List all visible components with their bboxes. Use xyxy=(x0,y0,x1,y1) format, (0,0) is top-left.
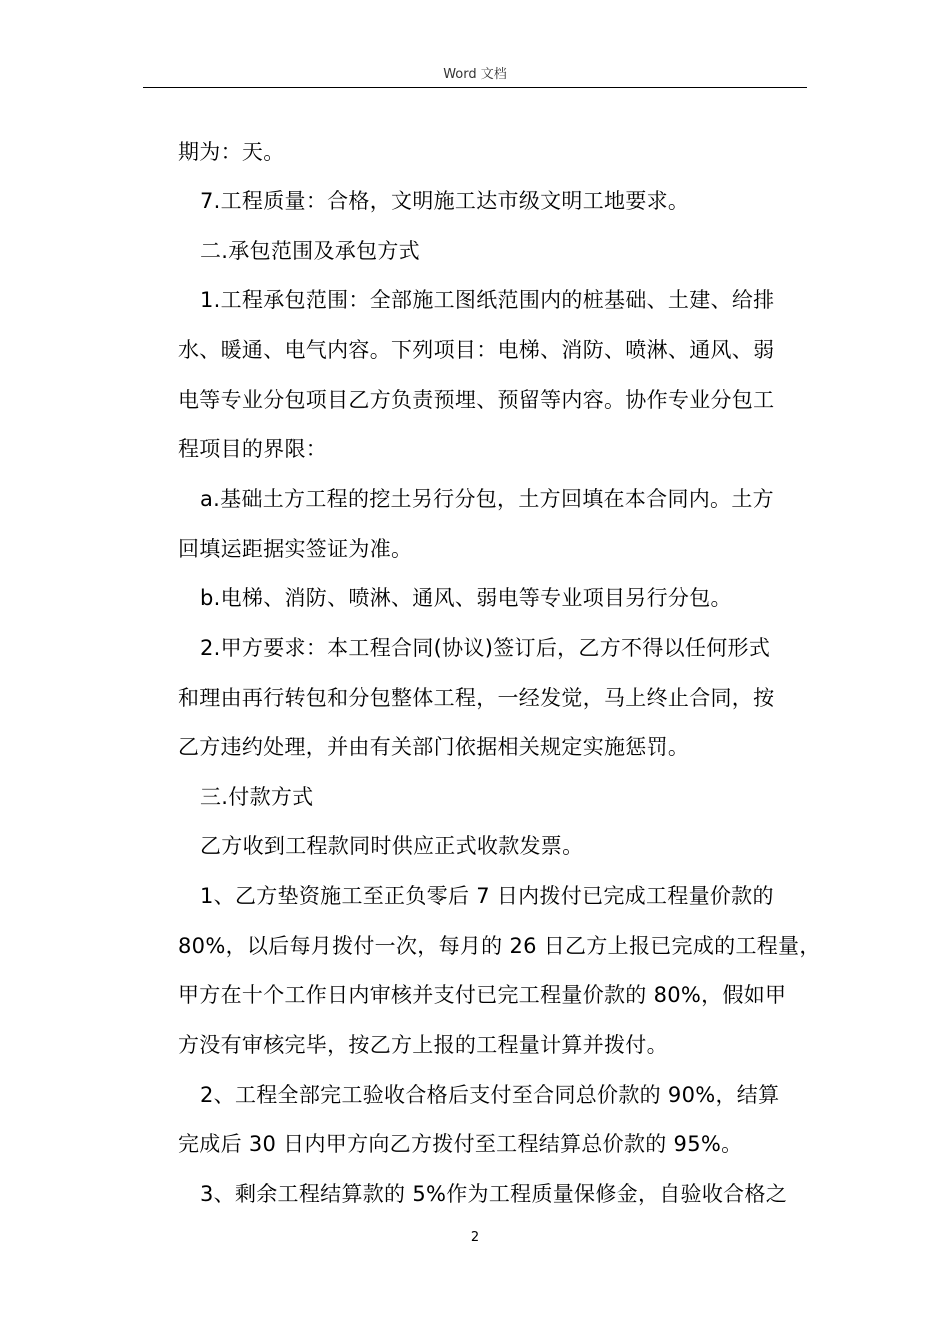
body-line: a.基础土方工程的挖土另行分包，土方回填在本合同内。土方 xyxy=(200,487,774,511)
body-line: 完成后 30 日内甲方向乙方拨付至工程结算总价款的 95%。 xyxy=(178,1132,743,1156)
body-line: 3、剩余工程结算款的 5%作为工程质量保修金，自验收合格之 xyxy=(200,1182,788,1206)
body-line: 期为：天。 xyxy=(178,140,285,164)
body-line: 水、暖通、电气内容。下列项目：电梯、消防、喷淋、通风、弱 xyxy=(178,338,775,362)
body-line: 80%，以后每月拨付一次，每月的 26 日乙方上报已完成的工程量， xyxy=(178,934,821,958)
header-rule xyxy=(143,87,807,88)
body-line: 乙方违约处理，并由有关部门依据相关规定实施惩罚。 xyxy=(178,735,690,759)
body-line: 乙方收到工程款同时供应正式收款发票。 xyxy=(200,834,584,858)
body-line: 2.甲方要求：本工程合同(协议)签订后，乙方不得以任何形式 xyxy=(200,636,771,660)
body-line: 方没有审核完毕，按乙方上报的工程量计算并拨付。 xyxy=(178,1033,668,1057)
section-heading: 二.承包范围及承包方式 xyxy=(200,239,420,263)
body-line: 2、工程全部完工验收合格后支付至合同总价款的 90%，结算 xyxy=(200,1083,780,1107)
body-line: b.电梯、消防、喷淋、通风、弱电等专业项目另行分包。 xyxy=(200,586,732,610)
body-line: 7.工程质量：合格，文明施工达市级文明工地要求。 xyxy=(200,189,690,213)
body-line: 电等专业分包项目乙方负责预埋、预留等内容。协作专业分包工 xyxy=(178,388,775,412)
body-line: 程项目的界限： xyxy=(178,437,328,461)
body-line: 1、乙方垫资施工至正负零后 7 日内拨付已完成工程量价款的 xyxy=(200,884,774,908)
body-line: 和理由再行转包和分包整体工程，一经发觉，马上终止合同，按 xyxy=(178,686,775,710)
page-number: 2 xyxy=(470,1230,480,1245)
body-line: 甲方在十个工作日内审核并支付已完工程量价款的 80%，假如甲 xyxy=(178,983,787,1007)
body-line: 回填运距据实签证为准。 xyxy=(178,537,413,561)
page-header: Word 文档 xyxy=(443,67,507,82)
section-heading: 三.付款方式 xyxy=(200,785,314,809)
body-line: 1.工程承包范围：全部施工图纸范围内的桩基础、土建、给排 xyxy=(200,288,775,312)
